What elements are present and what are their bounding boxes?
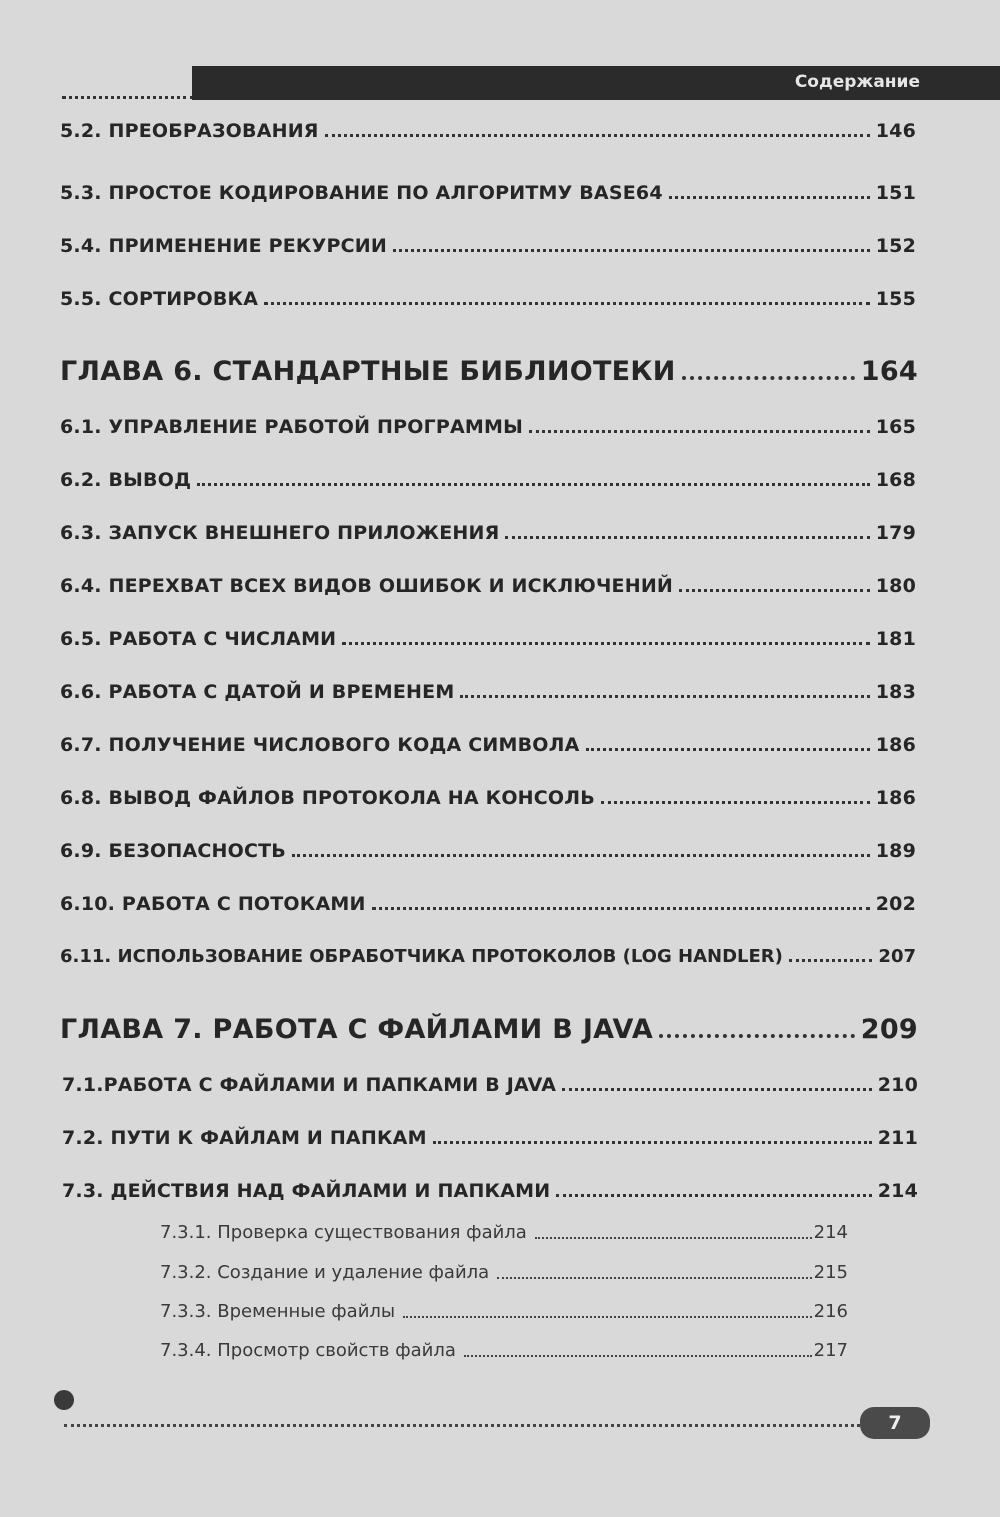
toc-entry-6-2 <box>60 469 916 491</box>
toc-entry-6-11 <box>60 946 916 967</box>
toc-entry-title: 7.2. ПУТИ К ФАЙЛАМ И ПАПКАМ <box>62 1127 427 1149</box>
toc-entry-5-2 <box>60 120 916 142</box>
toc-entry-6-7 <box>60 734 916 756</box>
toc-entry-page: 155 <box>875 288 916 310</box>
toc-entry-title: 6.8. ВЫВОД ФАЙЛОВ ПРОТОКОЛА НА КОНСОЛЬ <box>60 787 595 809</box>
toc-entry-6-9 <box>60 840 916 862</box>
footer-bullet-icon <box>54 1390 74 1410</box>
toc-entry-page: 207 <box>878 946 916 967</box>
toc-entry-title: 7.3. ДЕЙСТВИЯ НАД ФАЙЛАМИ И ПАПКАМИ <box>62 1180 551 1202</box>
toc-entry-page: 211 <box>877 1127 918 1149</box>
toc-entry-title: 6.1. УПРАВЛЕНИЕ РАБОТОЙ ПРОГРАММЫ <box>60 416 524 438</box>
toc-entry-page: 168 <box>875 469 916 491</box>
footer-dotted-rule <box>64 1424 860 1427</box>
toc-chapter-page: 164 <box>860 356 918 387</box>
leader-dots <box>529 430 870 433</box>
toc-chapter-page: 209 <box>860 1014 918 1045</box>
leader-dots <box>535 1237 812 1239</box>
toc-entry-page: 165 <box>875 416 916 438</box>
toc-entry-5-5 <box>60 288 916 310</box>
leader-dots <box>601 801 870 804</box>
toc-chapter-6 <box>60 356 918 387</box>
toc-subentry-title: 7.3.4. Просмотр свойств файла <box>160 1340 456 1361</box>
toc-entry-page: 183 <box>875 681 916 703</box>
leader-dots <box>659 1034 855 1038</box>
leader-dots <box>393 249 870 252</box>
toc-entry-6-6 <box>60 681 916 703</box>
toc-chapter-7 <box>60 1014 918 1045</box>
toc-entry-title: 7.1.РАБОТА С ФАЙЛАМИ И ПАПКАМИ В JAVA <box>62 1074 557 1096</box>
toc-entry-title: 5.3. ПРОСТОЕ КОДИРОВАНИЕ ПО АЛГОРИТМУ BASE64 <box>60 182 663 204</box>
toc-subentry-page: 215 <box>813 1262 848 1283</box>
leader-dots <box>403 1316 812 1318</box>
page-number: 7 <box>888 1412 902 1434</box>
header-dotted-rule <box>62 96 194 99</box>
leader-dots <box>433 1141 872 1144</box>
leader-dots <box>342 642 869 645</box>
toc-entry-7-2 <box>62 1127 918 1149</box>
toc-subentry-page: 217 <box>813 1340 848 1361</box>
toc-entry-title: 5.5. СОРТИРОВКА <box>60 288 259 310</box>
toc-chapter-title: ГЛАВА 7. РАБОТА С ФАЙЛАМИ В JAVA <box>60 1014 654 1045</box>
leader-dots <box>372 907 870 910</box>
leader-dots <box>789 959 873 962</box>
toc-entry-title: 6.5. РАБОТА С ЧИСЛАМИ <box>60 628 337 650</box>
toc-entry-title: 6.10. РАБОТА С ПОТОКАМИ <box>60 893 366 915</box>
running-header-title: Содержание <box>794 72 920 92</box>
toc-entry-title: 6.11. ИСПОЛЬЗОВАНИЕ ОБРАБОТЧИКА ПРОТОКОЛОВ (LOG HANDLER) <box>60 946 783 967</box>
toc-subentry-7-3-1 <box>160 1222 848 1243</box>
leader-dots <box>505 536 869 539</box>
toc-entry-title: 6.9. БЕЗОПАСНОСТЬ <box>60 840 286 862</box>
leader-dots <box>669 196 870 199</box>
leader-dots <box>464 1355 812 1357</box>
toc-entry-title: 6.4. ПЕРЕХВАТ ВСЕХ ВИДОВ ОШИБОК И ИСКЛЮЧЕНИЙ <box>60 575 674 597</box>
toc-entry-6-5 <box>60 628 916 650</box>
toc-entry-5-4 <box>60 235 916 257</box>
toc-entry-6-10 <box>60 893 916 915</box>
toc-entry-page: 186 <box>875 787 916 809</box>
toc-entry-6-1 <box>60 416 916 438</box>
toc-entry-page: 214 <box>877 1180 918 1202</box>
toc-entry-title: 6.6. РАБОТА С ДАТОЙ И ВРЕМЕНЕМ <box>60 681 455 703</box>
toc-entry-7-3 <box>62 1180 918 1202</box>
toc-entry-page: 210 <box>877 1074 918 1096</box>
toc-subentry-7-3-4 <box>160 1340 848 1361</box>
toc-entry-title: 6.2. ВЫВОД <box>60 469 192 491</box>
toc-entry-title: 6.7. ПОЛУЧЕНИЕ ЧИСЛОВОГО КОДА СИМВОЛА <box>60 734 580 756</box>
leader-dots <box>264 302 870 305</box>
toc-subentry-title: 7.3.3. Временные файлы <box>160 1301 396 1322</box>
toc-entry-page: 180 <box>875 575 916 597</box>
leader-dots <box>325 134 870 137</box>
leader-dots <box>562 1088 872 1091</box>
toc-subentry-7-3-3 <box>160 1301 848 1322</box>
toc-entry-6-8 <box>60 787 916 809</box>
toc-subentry-7-3-2 <box>160 1262 848 1283</box>
page-number-badge <box>860 1407 930 1439</box>
toc-subentry-title: 7.3.1. Проверка существования файла <box>160 1222 527 1243</box>
toc-chapter-title: ГЛАВА 6. СТАНДАРТНЫЕ БИБЛИОТЕКИ <box>60 356 676 387</box>
toc-entry-title: 5.4. ПРИМЕНЕНИЕ РЕКУРСИИ <box>60 235 387 257</box>
leader-dots <box>556 1194 871 1197</box>
toc-entry-page: 189 <box>875 840 916 862</box>
leader-dots <box>679 589 870 592</box>
toc-entry-page: 202 <box>875 893 916 915</box>
toc-entry-title: 6.3. ЗАПУСК ВНЕШНЕГО ПРИЛОЖЕНИЯ <box>60 522 500 544</box>
toc-entry-6-4 <box>60 575 916 597</box>
toc-entry-page: 151 <box>875 182 916 204</box>
leader-dots <box>292 854 870 857</box>
leader-dots <box>497 1277 811 1279</box>
toc-subentry-page: 214 <box>813 1222 848 1243</box>
running-header <box>192 66 1000 100</box>
leader-dots <box>682 376 855 380</box>
toc-entry-6-3 <box>60 522 916 544</box>
toc-entry-page: 179 <box>875 522 916 544</box>
leader-dots <box>586 748 870 751</box>
toc-entry-page: 152 <box>875 235 916 257</box>
leader-dots <box>197 483 870 486</box>
toc-entry-page: 186 <box>875 734 916 756</box>
toc-entry-page: 146 <box>875 120 916 142</box>
toc-subentry-title: 7.3.2. Создание и удаление файла <box>160 1262 490 1283</box>
toc-entry-5-3 <box>60 182 916 204</box>
toc-subentry-page: 216 <box>813 1301 848 1322</box>
toc-entry-page: 181 <box>875 628 916 650</box>
toc-entry-title: 5.2. ПРЕОБРАЗОВАНИЯ <box>60 120 319 142</box>
toc-entry-7-1 <box>62 1074 918 1096</box>
leader-dots <box>460 695 869 698</box>
